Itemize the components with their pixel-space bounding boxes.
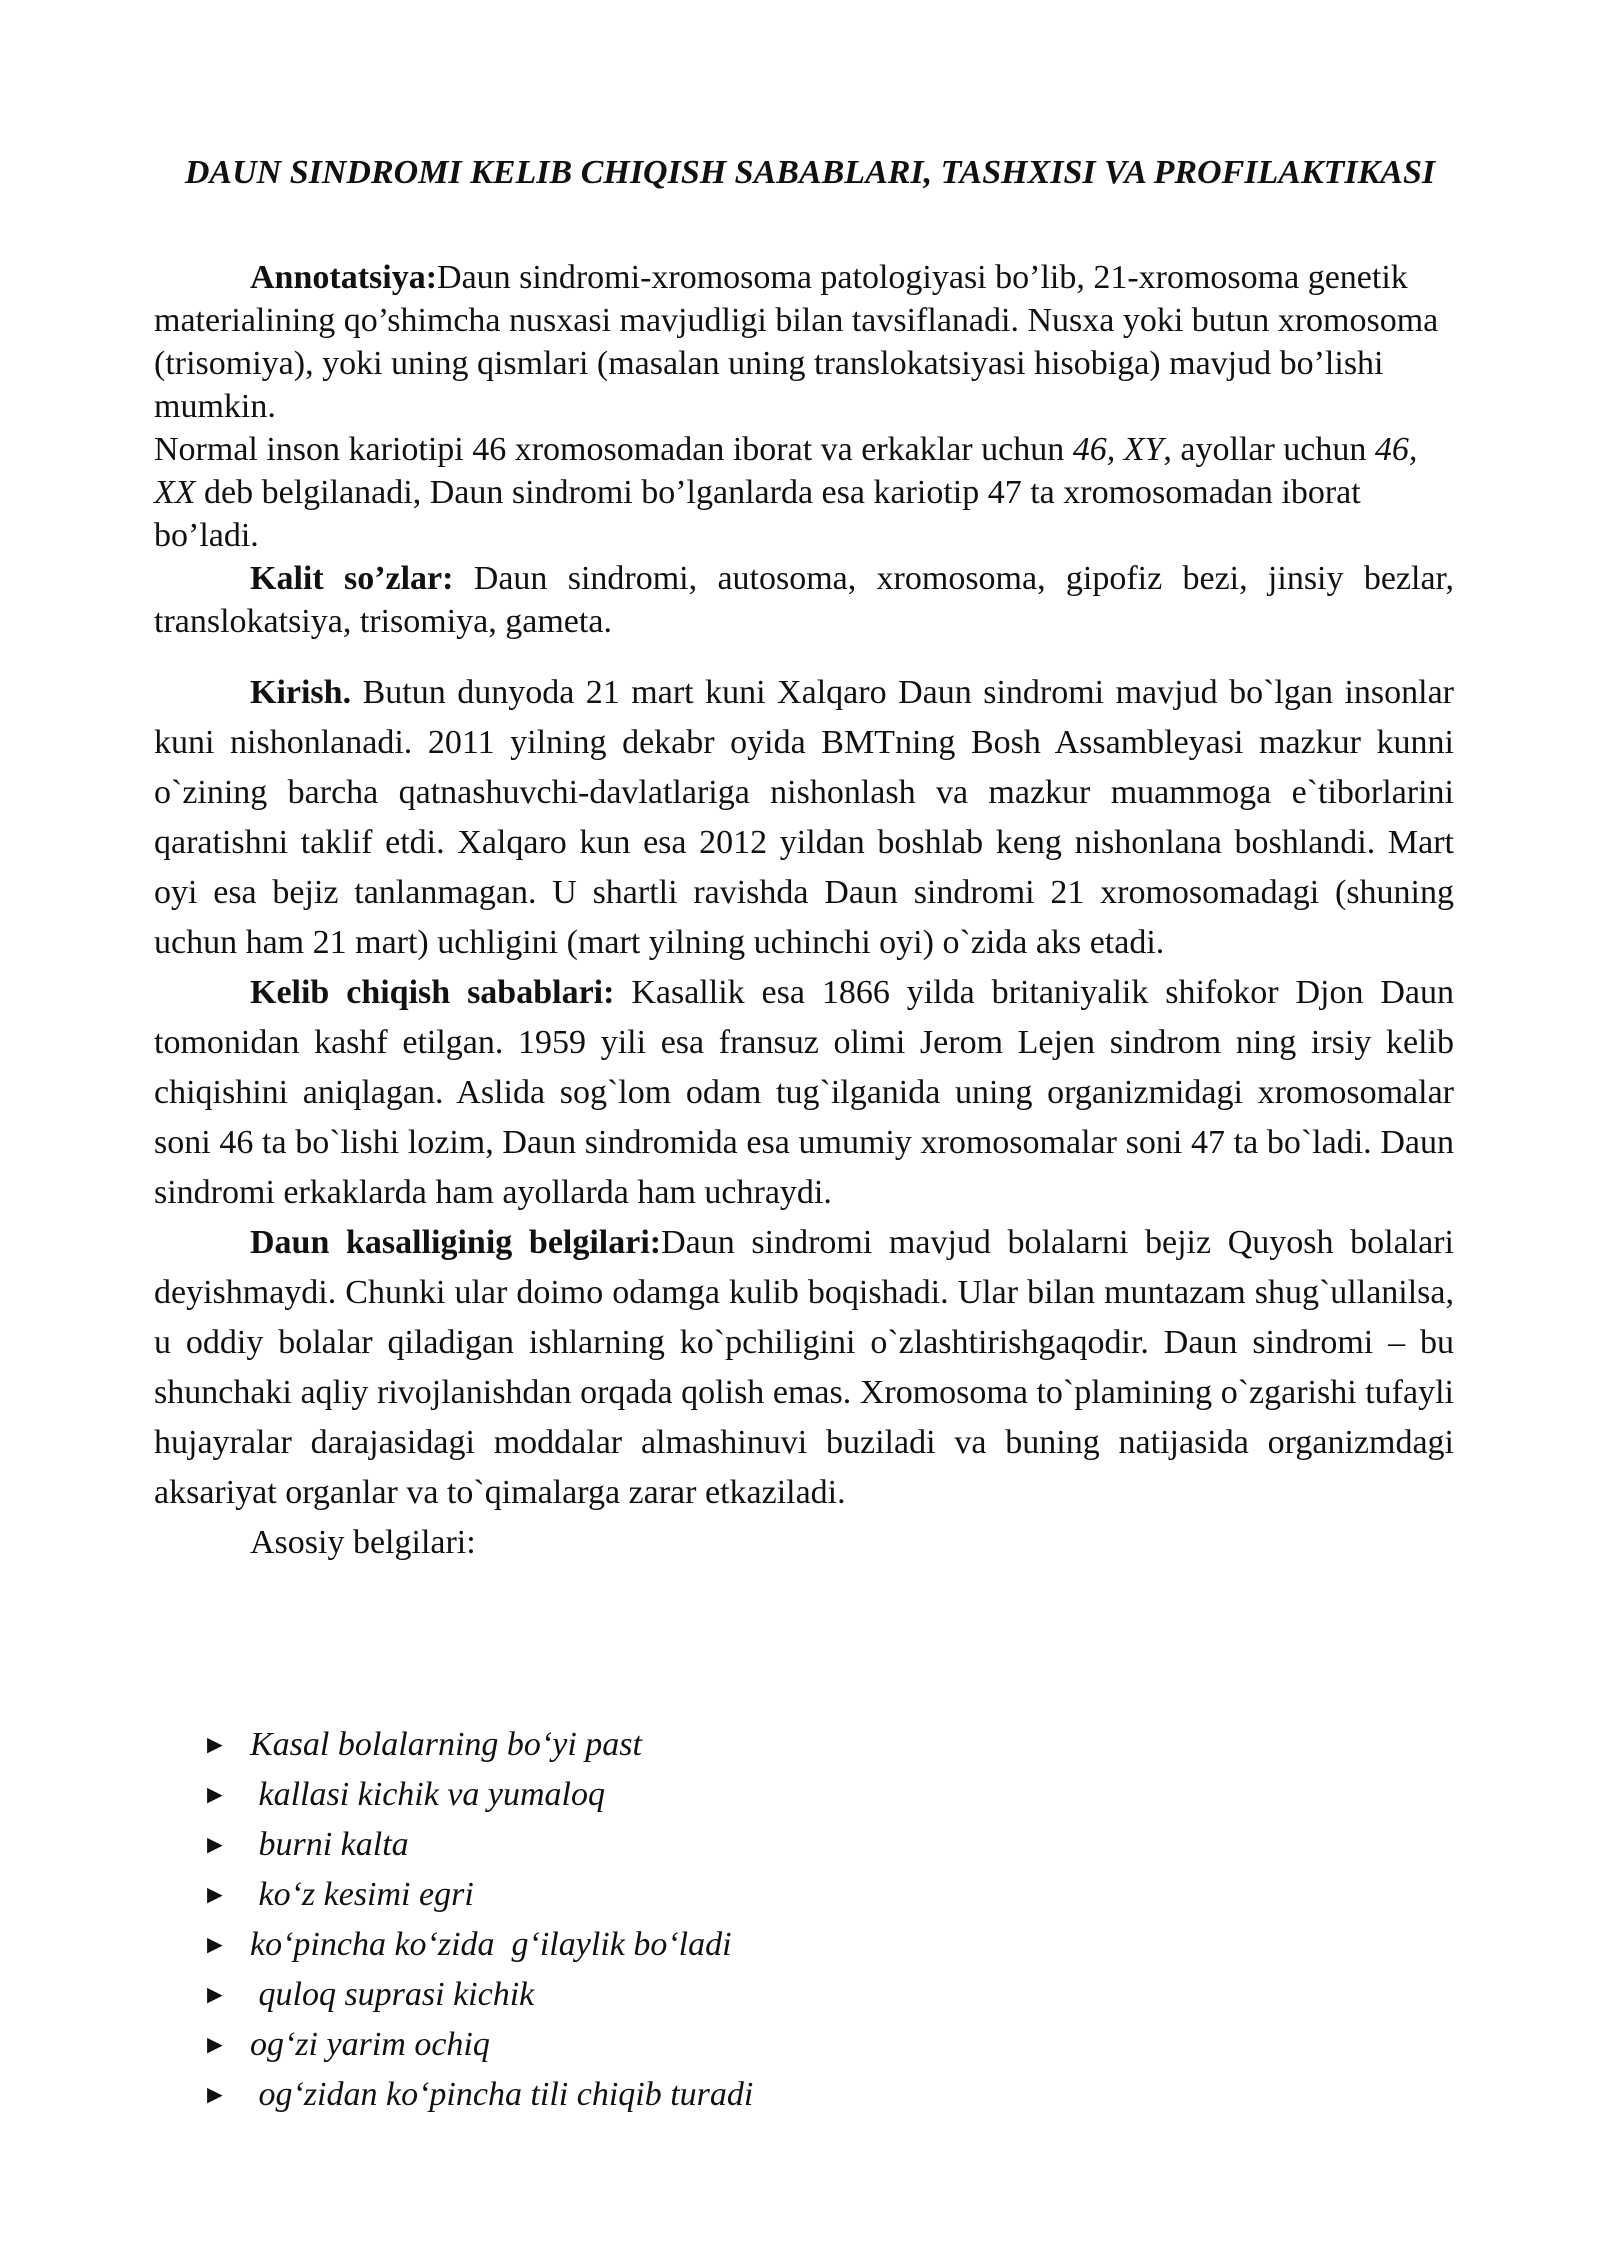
keywords-paragraph: [154, 557, 1454, 643]
bullet-item: [200, 1820, 753, 1870]
intro-label: Kirish.: [250, 674, 352, 711]
bullet-text: quloq suprasi kichik: [250, 1976, 535, 2013]
bullet-item: [200, 1920, 753, 1970]
bullet-arrow-icon: ►: [202, 2030, 228, 2059]
karyotype-text-2: , ayollar uchun: [1163, 431, 1375, 468]
annotation-paragraph: [154, 256, 1454, 428]
karyotype-paragraph: [154, 428, 1454, 557]
bullet-item: [200, 1970, 753, 2020]
bullet-arrow-icon: ►: [202, 1930, 228, 1959]
bullet-text: burni kalta: [250, 1826, 409, 1863]
keywords-text: Daun sindromi, autosoma, xromosoma, gipofiz bezi, jinsiy bezlar, translokatsiya, trisomiya, gameta.: [154, 560, 1454, 640]
main-signs-heading: Asosiy belgilari:: [250, 1524, 476, 1561]
document-title: DAUN SINDROMI KELIB CHIQISH SABABLARI, TASHXISI VA PROFILAKTIKASI: [184, 154, 1436, 191]
bullet-arrow-icon: ►: [202, 1830, 228, 1859]
annotation-label: Annotatsiya:: [250, 259, 438, 296]
body-section: [154, 668, 1454, 1568]
bullet-text: kallasi kichik va yumaloq: [250, 1776, 606, 1813]
bullet-arrow-icon: ►: [202, 1780, 228, 1809]
bullet-arrow-icon: ►: [202, 1980, 228, 2009]
bullet-item: [200, 2020, 753, 2070]
signs-label: Daun kasalliginig belgilari:: [250, 1224, 662, 1261]
bullet-item: [200, 1870, 753, 1920]
bullet-arrow-icon: ►: [202, 2080, 228, 2109]
bullet-text: og‘zidan ko‘pincha tili chiqib turadi: [250, 2076, 754, 2113]
intro-paragraph: [154, 668, 1454, 968]
bullet-item: [200, 2070, 753, 2120]
signs-paragraph: [154, 1218, 1454, 1518]
causes-label: Kelib chiqish sabablari:: [250, 974, 615, 1011]
bullet-arrow-icon: ►: [202, 1880, 228, 1909]
karyotype-text-3: deb belgilanadi, Daun sindromi bo’lganlarda esa kariotip 47 ta xromosomadan iborat bo’ladi.: [154, 474, 1361, 554]
signs-bullet-list: [200, 1720, 753, 2120]
causes-paragraph: [154, 968, 1454, 1218]
karyotype-text-1: Normal inson kariotipi 46 xromosomadan iborat va erkaklar uchun: [154, 431, 1073, 468]
bullet-arrow-icon: ►: [202, 1730, 228, 1759]
signs-text: Daun sindromi mavjud bolalarni bejiz Quyosh bolalari deyishmaydi. Chunki ular doimo odamga kulib boqishadi. Ular bilan muntazam shug`ullanilsa, u oddiy bolalar qiladigan ishlarning ko`pchiligini o`zlashtirishgaqodir. Daun sindromi – bu shunchaki aqliy rivojlanishdan orqada qolish emas. Xromosoma to`plamining o`zgarishi tufayli hujayralar darajasidagi moddalar almashinuvi buziladi va buning natijasida organizmdagi aksariyat organlar va to`qimalarga zarar etkaziladi.: [154, 1224, 1454, 1511]
keywords-label: Kalit so’zlar:: [250, 560, 454, 597]
bullet-text: ko‘z kesimi egri: [250, 1876, 474, 1913]
annotation-section: [154, 256, 1454, 643]
bullet-text: og‘zi yarim ochiq: [250, 2026, 490, 2063]
bullet-text: ko‘pincha ko‘zida g‘ilaylik bo‘ladi: [250, 1926, 732, 1963]
causes-text: Kasallik esa 1866 yilda britaniyalik shifokor Djon Daun tomonidan kashf etilgan. 1959 yili esa fransuz olimi Jerom Lejen sindrom ning irsiy kelib chiqishini aniqlagan. Aslida sog`lom odam tug`ilganida uning organizmidagi xromosomalar soni 46 ta bo`lishi lozim, Daun sindromida esa umumiy xromosomalar soni 47 ta bo`ladi. Daun sindromi erkaklarda ham ayollarda ham uchraydi.: [154, 974, 1455, 1211]
male-karyotype: 46, XY: [1072, 431, 1164, 468]
bullet-item: [200, 1770, 753, 1820]
female-karyotype: 46, XX: [154, 431, 1418, 511]
bullet-item: [200, 1720, 753, 1770]
intro-text: Butun dunyoda 21 mart kuni Xalqaro Daun sindromi mavjud bo`lgan insonlar kuni nishonlanadi. 2011 yilning dekabr oyida BMTning Bosh Assambleyasi mazkur kunni o`zining barcha qatnashuvchi-davlatlariga nishonlash va mazkur muammoga e`tiborlarini qaratishni taklif etdi. Xalqaro kun esa 2012 yildan boshlab keng nishonlana boshlandi. Mart oyi esa bejiz tanlanmagan. U shartli ravishda Daun sindromi 21 xromosomadagi (shuning uchun ham 21 mart) uchligini (mart yilning uchinchi oyi) o`zida aks etadi.: [154, 674, 1454, 961]
annotation-text: Daun sindromi-xromosoma patologiyasi bo’lib, 21-xromosoma genetik materialining qo’shimcha nusxasi mavjudligi bilan tavsiflanadi. Nusxa yoki butun xromosoma (trisomiya), yoki uning qismlari (masalan uning translokatsiyasi hisobiga) mavjud bo’lishi mumkin.: [154, 259, 1439, 425]
bullet-text: Kasal bolalarning bo‘yi past: [250, 1726, 642, 1763]
